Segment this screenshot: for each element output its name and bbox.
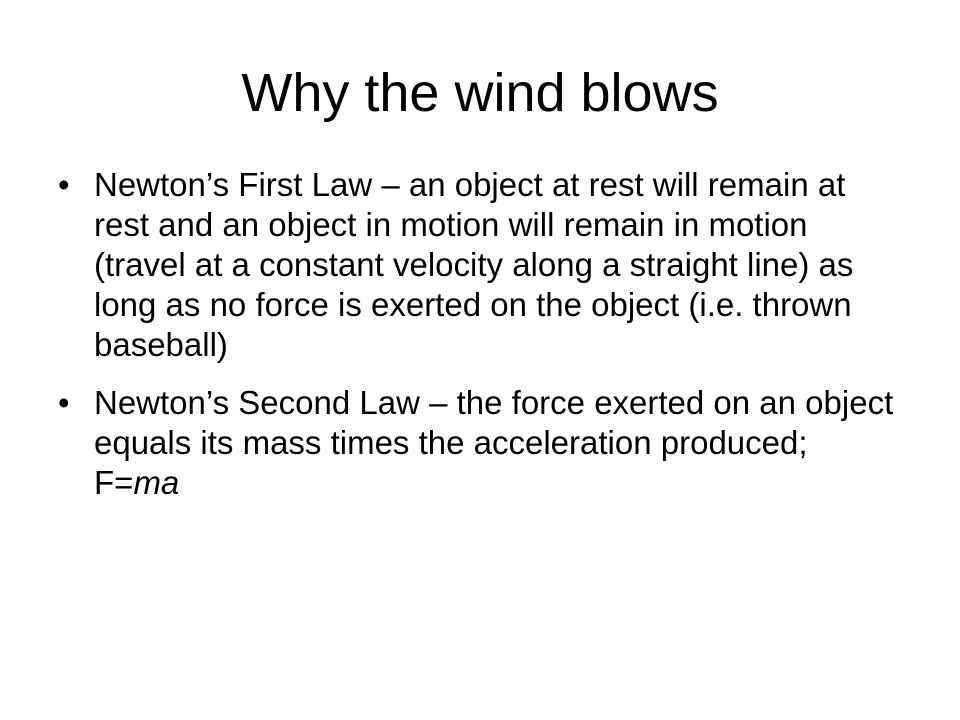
bullet-point-icon: • — [58, 384, 70, 421]
bullet-text: Newton’s First Law – an object at rest will remain at rest and an object in motion will remain in motion (travel at a constant velocity along a straight line) as long as no force is exerted on the object (i.e. thrown baseball) — [94, 166, 854, 363]
bullet-point-icon: • — [58, 166, 70, 203]
formula-italic-text: ma — [133, 464, 180, 501]
bullet-list — [58, 165, 898, 521]
slide-title: Why the wind blows — [241, 63, 719, 123]
bullet-newtons-first-law — [58, 165, 898, 365]
bullet-text: Newton’s Second Law – the force exerted on an object equals its mass times the acceleration produced; F= — [94, 384, 894, 501]
bullet-newtons-second-law — [58, 383, 898, 503]
